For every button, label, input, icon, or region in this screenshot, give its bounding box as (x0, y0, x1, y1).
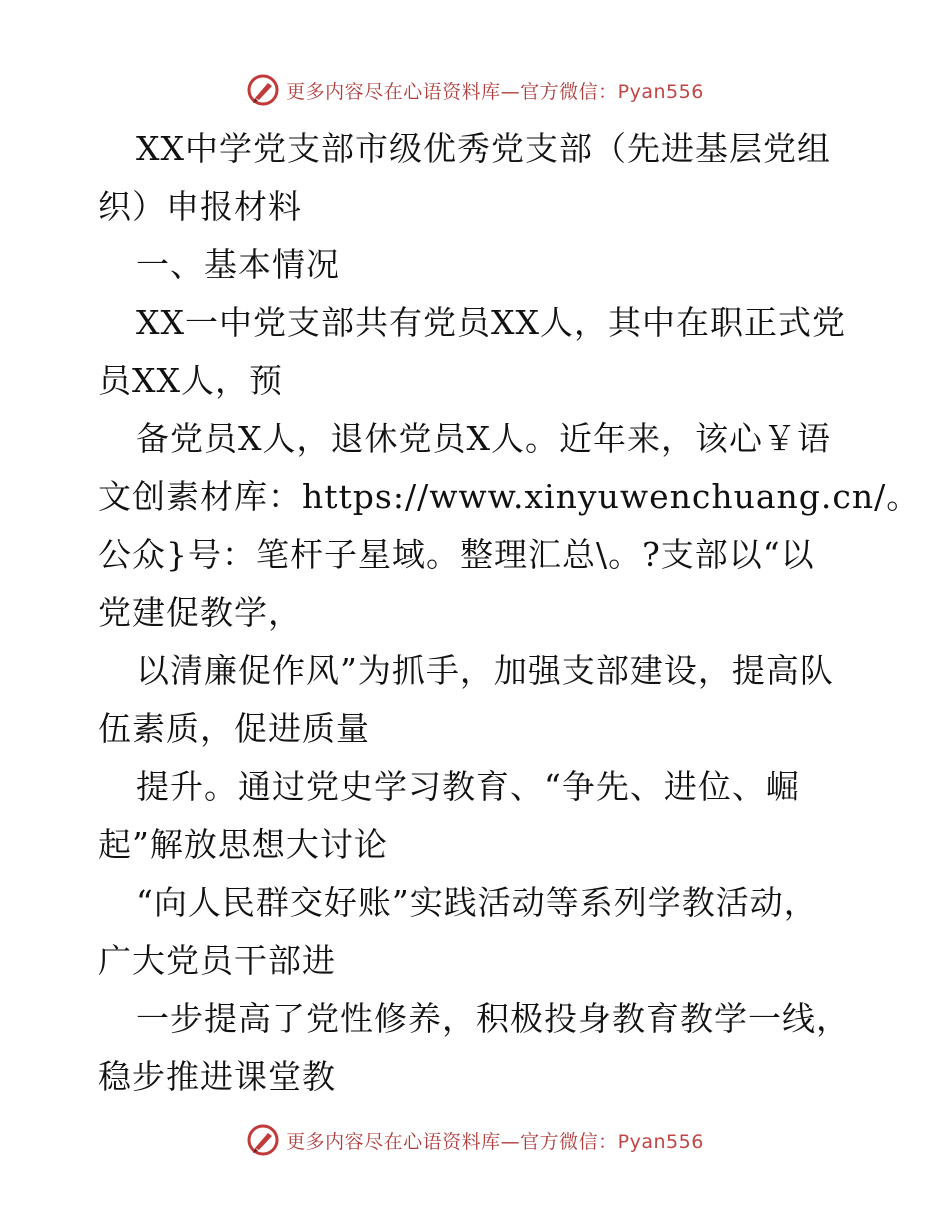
header-banner-text: 更多内容尽在心语资料库—官方微信：Pyan556 (286, 80, 704, 103)
footer-banner-text: 更多内容尽在心语资料库—官方微信：Pyan556 (286, 1130, 704, 1153)
section-heading: 一、基本情况 (136, 245, 340, 284)
pen-logo-icon (246, 73, 280, 107)
pen-logo-icon (246, 1123, 280, 1157)
body-line: 起”解放思想大讨论 (98, 825, 388, 864)
header-wechat-id: Pyan556 (617, 80, 704, 103)
body-line: 伍素质，促进质量 (98, 709, 370, 748)
title-line-1: XX中学党支部市级优秀党支部（先进基层党组 (136, 129, 831, 168)
body-line: 公众}号：笔杆子星域。整理汇总\。?支部以“以 (98, 535, 815, 574)
body-line: 员XX人，预 (98, 361, 283, 400)
body-line: 备党员X人，退休党员X人。近年来，该心￥语 (136, 419, 831, 458)
body-line: 稳步推进课堂教 (98, 1057, 336, 1096)
body-line: 文创素材库：https://www.xinyuwenchuang.cn/。 (98, 477, 921, 516)
body-line: “向人民群交好账”实践活动等系列学教活动， (136, 883, 818, 922)
header-watermark-banner (0, 70, 950, 110)
body-line: 一步提高了党性修养，积极投身教育教学一线， (136, 999, 850, 1038)
body-line: 提升。通过党史学习教育、“争先、进位、崛 (136, 767, 800, 806)
body-line: 党建促教学， (98, 593, 302, 632)
body-line: XX一中党支部共有党员XX人，其中在职正式党 (136, 303, 846, 342)
title-line-2: 织）申报材料 (98, 187, 302, 226)
document-body (98, 120, 921, 1106)
footer-watermark-banner (0, 1120, 950, 1160)
body-line: 广大党员干部进 (98, 941, 336, 980)
body-line: 以清廉促作风”为抓手，加强支部建设，提高队 (136, 651, 834, 690)
footer-wechat-id: Pyan556 (617, 1130, 704, 1153)
